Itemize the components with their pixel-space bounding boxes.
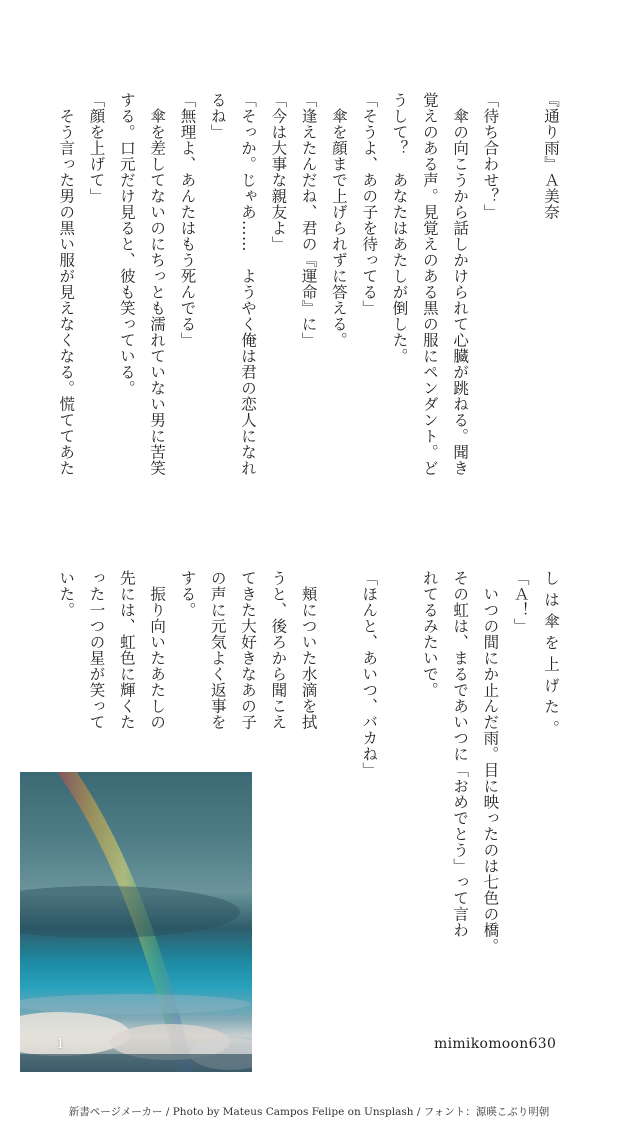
- text-line: 「そうよ、あの子を待ってる」: [360, 92, 379, 316]
- text-line: 傘を顔まで上げられずに答える。: [329, 92, 348, 348]
- text-line: [384, 570, 414, 770]
- text-line: 「そっか。じゃあ…… ようやく俺は君の恋人になれ: [239, 92, 258, 476]
- text-line: うと、後ろから聞こえ: [269, 570, 288, 730]
- text-line: 「待ち合わせ？」: [481, 92, 500, 220]
- text-line: 「無理よ、あんたはもう死んでる」: [178, 92, 197, 348]
- story-text-upper: [51, 92, 566, 532]
- text-line: [505, 92, 535, 532]
- text-line: 「顔を上げて」: [87, 92, 106, 204]
- text-line: るね」: [208, 92, 227, 140]
- text-line: し は 傘 を 上 げ た 。: [542, 570, 560, 736]
- page-number: 1: [56, 1036, 65, 1052]
- text-line: 「逢えたんだね、君の『運命』に」: [299, 92, 318, 348]
- text-line: そう言った男の黒い服が見えなくなる。慌ててあた: [57, 92, 76, 476]
- text-line: てきた大好きなあの子: [239, 570, 258, 730]
- text-line: 「ほんと、あいつ、バカね」: [360, 570, 379, 778]
- text-line: 覚えのある声。見覚えのある黒の服にペンダント。ど: [420, 92, 439, 476]
- text-line: する。口元だけ見ると、彼も笑っている。: [117, 92, 136, 396]
- text-line: いた。: [57, 570, 76, 618]
- text-line: いつの間にか止んだ雨。目に映ったのは七色の橋。: [481, 570, 500, 954]
- text-line: 「今は大事な親友よ」: [269, 92, 288, 252]
- text-line: [324, 570, 354, 770]
- text-line: 振り向いたあたしの: [148, 570, 167, 730]
- text-line: れてるみたいで。: [420, 570, 439, 698]
- text-line: 先には、虹色に輝くた: [117, 570, 136, 730]
- text-line: 「Ａ！」: [511, 570, 530, 634]
- author-handle: mimikomoon630: [434, 1036, 557, 1052]
- story-text-lower: [51, 570, 566, 954]
- text-line: する。: [178, 570, 197, 618]
- text-line: その虹は、まるであいつに「おめでとう」って言わ: [451, 570, 470, 938]
- text-line: った一つの星が笑って: [87, 570, 106, 730]
- text-line: 傘の向こうから話しかけられて心臓が跳ねる。聞き: [451, 92, 470, 476]
- text-line: 頬についた水滴を拭: [299, 570, 318, 730]
- credit-line: 新書ページメーカー / Photo by Mateus Campos Felipe on Unsplash / フォント：源暎こぶり明朝: [68, 1106, 550, 1118]
- rainbow-illustration: [20, 772, 252, 1072]
- story-title: 『通り雨』Ａ美奈: [542, 92, 560, 220]
- rainbow-sky-photo: [20, 772, 252, 1072]
- text-line: の声に元気よく返事を: [208, 570, 227, 730]
- text-line: うして？ あなたはあたしが倒した。: [390, 92, 409, 364]
- text-line: 傘を差してないのにちっとも濡れていない男に苦笑: [148, 92, 167, 476]
